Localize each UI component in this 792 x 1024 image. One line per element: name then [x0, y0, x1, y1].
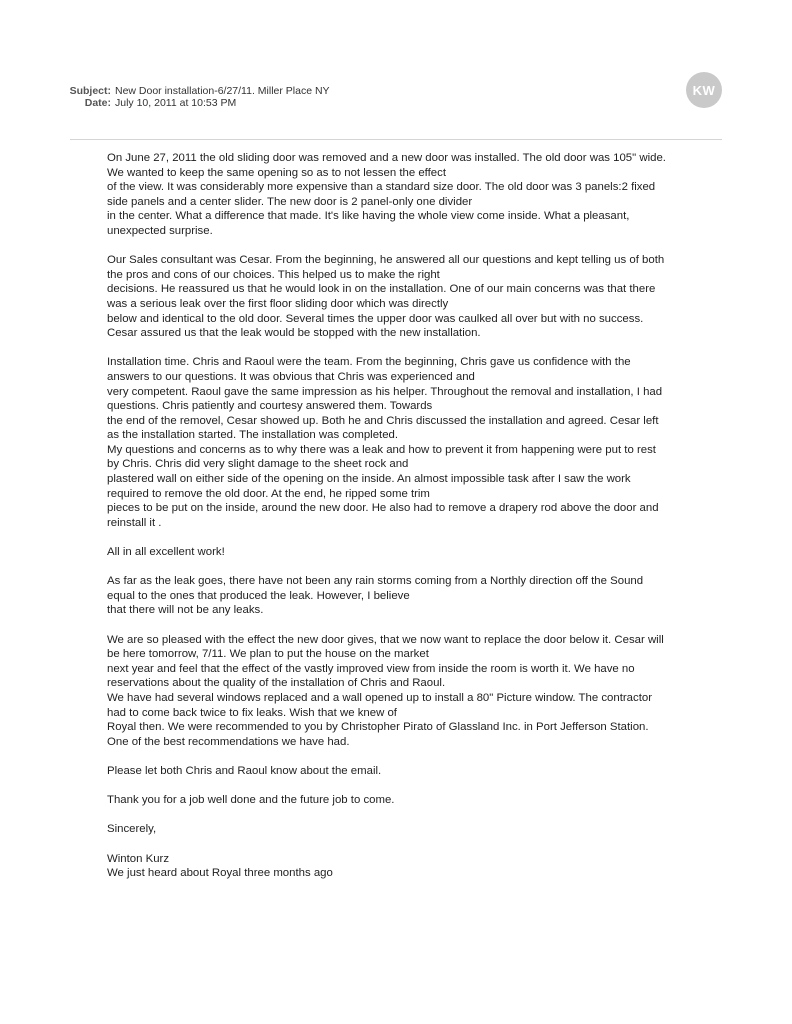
- paragraph-line: side panels and a center slider. The new door is 2 panel-only one divider: [107, 195, 473, 208]
- paragraph-line: We have had several windows replaced and a wall opened up to install a 80" Picture window. The contractor: [107, 691, 652, 704]
- paragraph-line: that there will not be any leaks.: [107, 604, 264, 617]
- date-label: Date:: [84, 97, 111, 109]
- email-body: [107, 151, 722, 881]
- paragraph-line: One of the best recommendations we have had.: [107, 735, 350, 748]
- header-divider: [70, 139, 722, 140]
- paragraph-line: reservations about the quality of the installation of Chris and Raoul.: [107, 677, 446, 690]
- paragraph-line: answers to our questions. It was obvious that Chris was experienced and: [107, 370, 475, 383]
- paragraph-line: was a serious leak over the first floor sliding door which was directly: [107, 297, 449, 310]
- paragraph-line: the end of the removel, Cesar showed up. Both he and Chris discussed the installation and agreed. Cesar left: [107, 414, 659, 427]
- signature: [107, 852, 722, 881]
- signature-note: We just heard about Royal three months ago: [107, 867, 333, 880]
- paragraph-line: by Chris. Chris did very slight damage to the sheet rock and: [107, 458, 409, 471]
- subject-row: [0, 85, 330, 97]
- paragraph-line: Cesar assured us that the leak would be stopped with the new installation.: [107, 327, 481, 340]
- subject-text: New Door installation-6/27/11. Miller Place NY: [115, 85, 330, 97]
- body-paragraph: [107, 253, 722, 341]
- paragraph-line: reinstall it .: [107, 516, 162, 529]
- paragraph-line: Sincerely,: [107, 823, 157, 836]
- paragraph-line: Our Sales consultant was Cesar. From the beginning, he answered all our questions and kept telling us of both: [107, 254, 665, 267]
- paragraph-line: of the view. It was considerably more expensive than a standard size door. The old door was 3 panels:2 fixed: [107, 181, 656, 194]
- paragraph-line: equal to the ones that produced the leak. However, I believe: [107, 589, 410, 602]
- sender-avatar: KW: [686, 72, 722, 108]
- paragraph-line: pieces to be put on the inside, around the new door. He also had to remove a drapery rod above the door and: [107, 502, 659, 515]
- paragraph-line: questions. Chris patiently and courtesy answered them. Towards: [107, 400, 433, 413]
- body-paragraph: [107, 545, 722, 560]
- paragraph-line: All in all excellent work!: [107, 546, 225, 559]
- paragraph-line: We wanted to keep the same opening so as to not lessen the effect: [107, 166, 446, 179]
- paragraph-line: required to remove the old door. At the end, he ripped some trim: [107, 487, 430, 500]
- paragraph-line: decisions. He reassured us that he would look in on the installation. One of our main concerns was that there: [107, 283, 656, 296]
- subject-label: Subject:: [69, 85, 111, 97]
- paragraph-line: Royal then. We were recommended to you by Christopher Pirato of Glassland Inc. in Port Jefferson Station.: [107, 721, 649, 734]
- paragraph-line: below and identical to the old door. Several times the upper door was caulked all over but with no success.: [107, 312, 644, 325]
- paragraph-line: We are so pleased with the effect the new door gives, that we now want to replace the door below it. Cesar will: [107, 633, 664, 646]
- body-paragraph: [107, 793, 722, 808]
- body-paragraph: [107, 151, 722, 239]
- paragraph-line: unexpected surprise.: [107, 224, 213, 237]
- paragraph-line: very competent. Raoul gave the same impression as his helper. Throughout the removal and installation, I had: [107, 385, 663, 398]
- body-paragraph: [107, 574, 722, 618]
- paragraph-line: As far as the leak goes, there have not been any rain storms coming from a Northly direction off the Sound: [107, 575, 644, 588]
- body-paragraph: [107, 633, 722, 750]
- paragraph-line: the pros and cons of our choices. This helped us to make the right: [107, 268, 440, 281]
- date-row: [0, 97, 236, 109]
- paragraph-line: Installation time. Chris and Raoul were the team. From the beginning, Chris gave us confidence with the: [107, 356, 631, 369]
- paragraph-line: next year and feel that the effect of the vastly improved view from inside the room is worth it. We have no: [107, 662, 635, 675]
- body-paragraph: [107, 764, 722, 779]
- body-paragraph: [107, 822, 722, 837]
- email-header: [0, 0, 792, 140]
- signature-name: Winton Kurz: [107, 852, 170, 865]
- paragraph-line: On June 27, 2011 the old sliding door was removed and a new door was installed. The old door was 105" wide.: [107, 152, 666, 164]
- body-paragraphs: [107, 151, 722, 837]
- date-text: July 10, 2011 at 10:53 PM: [115, 97, 237, 109]
- paragraph-line: Please let both Chris and Raoul know about the email.: [107, 764, 382, 777]
- paragraph-line: had to come back twice to fix leaks. Wish that we knew of: [107, 706, 397, 719]
- paragraph-line: be here tomorrow, 7/11. We plan to put the house on the market: [107, 648, 429, 661]
- paragraph-line: My questions and concerns as to why there was a leak and how to prevent it from happening were put to rest: [107, 443, 656, 456]
- body-paragraph: [107, 355, 722, 530]
- paragraph-line: Thank you for a job well done and the future job to come.: [107, 794, 395, 807]
- paragraph-line: in the center. What a difference that made. It's like having the whole view come inside. What a pleasant,: [107, 210, 630, 223]
- paragraph-line: as the installation started. The installation was completed.: [107, 429, 399, 442]
- paragraph-line: plastered wall on either side of the opening on the inside. An almost impossible task after I saw the work: [107, 473, 631, 486]
